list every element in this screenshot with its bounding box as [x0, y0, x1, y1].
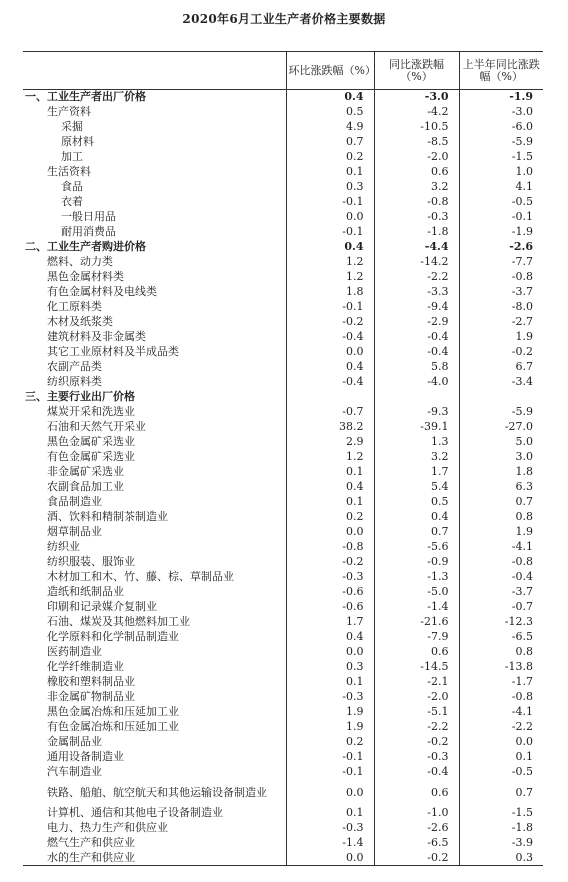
cell-yoy: 5.8	[374, 360, 459, 375]
cell-mom	[286, 390, 374, 405]
row-label: 建筑材料及非金属类	[47, 330, 146, 343]
table-row	[23, 765, 543, 780]
cell-mom: 0.4	[286, 240, 374, 255]
cell-mom: 2.9	[286, 435, 374, 450]
cell-yoy: -21.6	[374, 615, 459, 630]
table-row	[23, 390, 543, 405]
row-label: 加工	[61, 150, 83, 163]
cell-mom: 38.2	[286, 420, 374, 435]
table-row	[23, 780, 543, 806]
row-label: 通用设备制造业	[47, 750, 124, 763]
cell-mom: 0.3	[286, 660, 374, 675]
row-label: 采掘	[61, 120, 83, 133]
cell-h1-yoy: -4.1	[459, 540, 543, 555]
row-label: 石油、煤炭及其他燃料加工业	[47, 615, 190, 628]
table-row	[23, 851, 543, 866]
row-label: 有色金属冶炼和压延加工业	[47, 720, 179, 733]
cell-yoy: 1.3	[374, 435, 459, 450]
cell-h1-yoy: -1.5	[459, 806, 543, 821]
row-label: 纺织业	[47, 540, 80, 553]
cell-h1-yoy: -0.8	[459, 270, 543, 285]
cell-h1-yoy: -0.4	[459, 570, 543, 585]
cell-mom: 0.4	[286, 480, 374, 495]
table-row	[23, 660, 543, 675]
table-row	[23, 690, 543, 705]
cell-mom: 0.0	[286, 780, 374, 806]
table-row	[23, 315, 543, 330]
cell-h1-yoy: -1.7	[459, 675, 543, 690]
row-label: 衣着	[61, 195, 83, 208]
cell-h1-yoy: -0.7	[459, 600, 543, 615]
table-row	[23, 300, 543, 315]
cell-mom: 1.8	[286, 285, 374, 300]
cell-mom: 0.4	[286, 360, 374, 375]
cell-yoy: 1.7	[374, 465, 459, 480]
row-label: 计算机、通信和其他电子设备制造业	[47, 806, 223, 819]
cell-yoy: -3.3	[374, 285, 459, 300]
row-label: 食品	[61, 180, 83, 193]
cell-h1-yoy: -3.7	[459, 285, 543, 300]
cell-yoy: -0.4	[374, 765, 459, 780]
row-label: 电力、热力生产和供应业	[47, 821, 168, 834]
cell-h1-yoy: -27.0	[459, 420, 543, 435]
table-row	[23, 525, 543, 540]
cell-h1-yoy: -2.7	[459, 315, 543, 330]
cell-yoy: -5.6	[374, 540, 459, 555]
row-label: 非金属矿采选业	[47, 465, 124, 478]
cell-yoy: -0.2	[374, 735, 459, 750]
cell-yoy: -4.4	[374, 240, 459, 255]
cell-mom: -1.4	[286, 836, 374, 851]
table-row	[23, 750, 543, 765]
header-yoy: 同比涨跌幅（%）	[374, 52, 459, 90]
cell-mom: -0.6	[286, 600, 374, 615]
cell-mom: 0.2	[286, 150, 374, 165]
cell-mom: 0.0	[286, 210, 374, 225]
cell-yoy: 0.6	[374, 645, 459, 660]
cell-mom: 0.3	[286, 180, 374, 195]
row-label: 化学原料和化学制品制造业	[47, 630, 179, 643]
table-row	[23, 435, 543, 450]
row-label: 三、主要行业出厂价格	[25, 390, 135, 403]
cell-yoy: -4.2	[374, 105, 459, 120]
cell-yoy: -5.0	[374, 585, 459, 600]
cell-h1-yoy: -8.0	[459, 300, 543, 315]
cell-mom: 0.1	[286, 165, 374, 180]
row-label: 化学纤维制造业	[47, 660, 124, 673]
cell-h1-yoy: -0.5	[459, 195, 543, 210]
row-label: 木材及纸浆类	[47, 315, 113, 328]
cell-h1-yoy: 5.0	[459, 435, 543, 450]
row-label: 煤炭开采和洗选业	[47, 405, 135, 418]
cell-yoy: -9.3	[374, 405, 459, 420]
cell-yoy: -9.4	[374, 300, 459, 315]
row-label: 原材料	[61, 135, 94, 148]
cell-yoy: -2.2	[374, 270, 459, 285]
cell-yoy	[374, 390, 459, 405]
cell-yoy: -1.8	[374, 225, 459, 240]
cell-h1-yoy: -0.5	[459, 765, 543, 780]
cell-h1-yoy: -5.9	[459, 405, 543, 420]
cell-yoy: -0.9	[374, 555, 459, 570]
cell-mom: -0.1	[286, 195, 374, 210]
table-row	[23, 735, 543, 750]
cell-mom: -0.3	[286, 821, 374, 836]
table-row	[23, 345, 543, 360]
cell-h1-yoy: -1.5	[459, 150, 543, 165]
row-label: 金属制品业	[47, 735, 102, 748]
table-row	[23, 495, 543, 510]
cell-yoy: -0.4	[374, 345, 459, 360]
table-row	[23, 465, 543, 480]
cell-yoy: -1.4	[374, 600, 459, 615]
cell-h1-yoy: -3.4	[459, 375, 543, 390]
cell-h1-yoy: 0.0	[459, 735, 543, 750]
table-row	[23, 150, 543, 165]
row-label: 石油和天然气开采业	[47, 420, 146, 433]
cell-yoy: -6.5	[374, 836, 459, 851]
cell-h1-yoy: 0.8	[459, 510, 543, 525]
row-label: 造纸和纸制品业	[47, 585, 124, 598]
cell-yoy: 0.4	[374, 510, 459, 525]
cell-h1-yoy: 6.3	[459, 480, 543, 495]
row-label: 黑色金属矿采选业	[47, 435, 135, 448]
cell-mom: 0.5	[286, 105, 374, 120]
header-row	[23, 52, 543, 90]
cell-mom: 1.2	[286, 450, 374, 465]
row-label: 其它工业原材料及半成品类	[47, 345, 179, 358]
table-row	[23, 705, 543, 720]
row-label: 烟草制品业	[47, 525, 102, 538]
table-row	[23, 615, 543, 630]
cell-mom: 0.0	[286, 525, 374, 540]
cell-mom: 0.0	[286, 345, 374, 360]
cell-mom: -0.7	[286, 405, 374, 420]
cell-h1-yoy: -6.0	[459, 120, 543, 135]
cell-mom: 0.2	[286, 510, 374, 525]
table-row	[23, 585, 543, 600]
row-label: 农副食品加工业	[47, 480, 124, 493]
cell-yoy: -7.9	[374, 630, 459, 645]
cell-yoy: -10.5	[374, 120, 459, 135]
row-label: 食品制造业	[47, 495, 102, 508]
price-data-table	[23, 51, 543, 866]
cell-h1-yoy: -2.6	[459, 240, 543, 255]
cell-h1-yoy: -0.1	[459, 210, 543, 225]
cell-mom: 1.2	[286, 255, 374, 270]
table-row	[23, 120, 543, 135]
cell-h1-yoy: 0.7	[459, 495, 543, 510]
header-h1-yoy: 上半年同比涨跌幅（%）	[459, 52, 543, 90]
cell-yoy: -8.5	[374, 135, 459, 150]
cell-mom: 0.1	[286, 495, 374, 510]
cell-mom: -0.4	[286, 375, 374, 390]
table-row	[23, 225, 543, 240]
cell-yoy: -4.0	[374, 375, 459, 390]
row-label: 有色金属材料及电线类	[47, 285, 157, 298]
cell-mom: 1.9	[286, 705, 374, 720]
table-row	[23, 630, 543, 645]
cell-h1-yoy: 0.3	[459, 851, 543, 866]
table-row	[23, 285, 543, 300]
table-row	[23, 165, 543, 180]
table-row	[23, 210, 543, 225]
row-label: 耐用消费品	[61, 225, 116, 238]
table-row	[23, 420, 543, 435]
table-row	[23, 570, 543, 585]
cell-mom: -0.2	[286, 315, 374, 330]
cell-h1-yoy: -12.3	[459, 615, 543, 630]
table-row	[23, 806, 543, 821]
table-row	[23, 270, 543, 285]
table-row	[23, 720, 543, 735]
cell-yoy: -0.4	[374, 330, 459, 345]
cell-mom: -0.3	[286, 690, 374, 705]
cell-yoy: -14.2	[374, 255, 459, 270]
cell-mom: 1.7	[286, 615, 374, 630]
table-row	[23, 675, 543, 690]
cell-mom: -0.1	[286, 765, 374, 780]
table-row	[23, 255, 543, 270]
cell-yoy: 3.2	[374, 180, 459, 195]
cell-yoy: -2.1	[374, 675, 459, 690]
cell-mom: 0.0	[286, 645, 374, 660]
row-label: 黑色金属材料类	[47, 270, 124, 283]
table-row	[23, 555, 543, 570]
table-row	[23, 836, 543, 851]
cell-h1-yoy: -7.7	[459, 255, 543, 270]
cell-yoy: -0.3	[374, 210, 459, 225]
cell-mom: 0.1	[286, 675, 374, 690]
table-row	[23, 375, 543, 390]
cell-h1-yoy: -0.2	[459, 345, 543, 360]
cell-h1-yoy: -4.1	[459, 705, 543, 720]
cell-yoy: 3.2	[374, 450, 459, 465]
row-label: 有色金属矿采选业	[47, 450, 135, 463]
cell-h1-yoy: 1.0	[459, 165, 543, 180]
row-label: 纺织服装、服饰业	[47, 555, 135, 568]
row-label: 木材加工和木、竹、藤、棕、草制品业	[47, 570, 234, 583]
cell-yoy: 0.7	[374, 525, 459, 540]
table-body	[23, 90, 543, 866]
row-label: 黑色金属冶炼和压延加工业	[47, 705, 179, 718]
row-label: 橡胶和塑料制品业	[47, 675, 135, 688]
row-label: 纺织原料类	[47, 375, 102, 388]
cell-mom: 0.1	[286, 465, 374, 480]
cell-yoy: -0.8	[374, 195, 459, 210]
table-row	[23, 540, 543, 555]
cell-mom: 0.7	[286, 135, 374, 150]
table-row	[23, 480, 543, 495]
cell-mom: -0.6	[286, 585, 374, 600]
page-title: 2020年6月工业生产者价格主要数据	[182, 12, 386, 26]
cell-yoy: -2.6	[374, 821, 459, 836]
row-label: 生产资料	[47, 105, 91, 118]
table-row	[23, 135, 543, 150]
cell-yoy: -0.3	[374, 750, 459, 765]
header-label-cell	[23, 52, 286, 90]
row-label: 燃气生产和供应业	[47, 836, 135, 849]
cell-h1-yoy: -0.8	[459, 555, 543, 570]
cell-h1-yoy	[459, 390, 543, 405]
row-label: 燃料、动力类	[47, 255, 113, 268]
row-label: 印刷和记录媒介复制业	[47, 600, 157, 613]
row-label: 铁路、船舶、航空航天和其他运输设备制造业	[47, 786, 267, 799]
table-row	[23, 405, 543, 420]
cell-h1-yoy: 1.8	[459, 465, 543, 480]
cell-yoy: -1.0	[374, 806, 459, 821]
table-header	[23, 52, 543, 90]
row-label: 非金属矿物制品业	[47, 690, 135, 703]
cell-mom: 4.9	[286, 120, 374, 135]
table-row	[23, 645, 543, 660]
cell-mom: -0.1	[286, 300, 374, 315]
cell-h1-yoy: 1.9	[459, 525, 543, 540]
cell-yoy: -2.2	[374, 720, 459, 735]
header-mom: 环比涨跌幅（%）	[286, 52, 374, 90]
cell-h1-yoy: -1.8	[459, 821, 543, 836]
cell-h1-yoy: 6.7	[459, 360, 543, 375]
cell-mom: 0.0	[286, 851, 374, 866]
cell-yoy: -14.5	[374, 660, 459, 675]
row-label: 酒、饮料和精制茶制造业	[47, 510, 168, 523]
cell-h1-yoy: 1.9	[459, 330, 543, 345]
cell-yoy: 0.6	[374, 165, 459, 180]
row-label: 农副产品类	[47, 360, 102, 373]
cell-h1-yoy: 0.1	[459, 750, 543, 765]
cell-h1-yoy: -3.9	[459, 836, 543, 851]
row-label: 二、工业生产者购进价格	[25, 240, 146, 253]
table-row	[23, 510, 543, 525]
cell-h1-yoy: 0.7	[459, 780, 543, 806]
cell-h1-yoy: -2.2	[459, 720, 543, 735]
row-label: 水的生产和供应业	[47, 850, 135, 864]
cell-yoy: -5.1	[374, 705, 459, 720]
table-row	[23, 240, 543, 255]
cell-yoy: -0.2	[374, 851, 459, 866]
cell-yoy: -2.9	[374, 315, 459, 330]
cell-mom: -0.1	[286, 225, 374, 240]
cell-mom: 0.1	[286, 806, 374, 821]
cell-h1-yoy: -1.9	[459, 90, 543, 105]
cell-yoy: -1.3	[374, 570, 459, 585]
cell-mom: 1.2	[286, 270, 374, 285]
cell-mom: 1.9	[286, 720, 374, 735]
row-label: 一般日用品	[61, 210, 116, 223]
cell-h1-yoy: -0.8	[459, 690, 543, 705]
cell-yoy: -2.0	[374, 690, 459, 705]
cell-yoy: 0.6	[374, 780, 459, 806]
cell-h1-yoy: -6.5	[459, 630, 543, 645]
cell-h1-yoy: 0.8	[459, 645, 543, 660]
row-label: 生活资料	[47, 165, 91, 178]
row-label: 一、工业生产者出厂价格	[25, 90, 146, 104]
cell-mom: -0.4	[286, 330, 374, 345]
row-label: 医药制造业	[47, 645, 102, 658]
cell-mom: -0.3	[286, 570, 374, 585]
cell-mom: 0.4	[286, 630, 374, 645]
table-row	[23, 195, 543, 210]
cell-h1-yoy: 3.0	[459, 450, 543, 465]
cell-yoy: -39.1	[374, 420, 459, 435]
cell-h1-yoy: -3.0	[459, 105, 543, 120]
cell-mom: 0.2	[286, 735, 374, 750]
cell-h1-yoy: -13.8	[459, 660, 543, 675]
row-label: 汽车制造业	[47, 765, 102, 778]
table-row	[23, 90, 543, 105]
cell-h1-yoy: -5.9	[459, 135, 543, 150]
table-row	[23, 180, 543, 195]
table-row	[23, 105, 543, 120]
cell-yoy: -3.0	[374, 90, 459, 105]
cell-mom: -0.2	[286, 555, 374, 570]
cell-yoy: 0.5	[374, 495, 459, 510]
table-row	[23, 330, 543, 345]
cell-h1-yoy: -3.7	[459, 585, 543, 600]
cell-h1-yoy: -1.9	[459, 225, 543, 240]
table-row	[23, 600, 543, 615]
cell-h1-yoy: 4.1	[459, 180, 543, 195]
cell-mom: -0.1	[286, 750, 374, 765]
table-row	[23, 450, 543, 465]
row-label: 化工原料类	[47, 300, 102, 313]
cell-mom: 0.4	[286, 90, 374, 105]
cell-yoy: 5.4	[374, 480, 459, 495]
cell-mom: -0.8	[286, 540, 374, 555]
table-row	[23, 821, 543, 836]
table-row	[23, 360, 543, 375]
cell-yoy: -2.0	[374, 150, 459, 165]
